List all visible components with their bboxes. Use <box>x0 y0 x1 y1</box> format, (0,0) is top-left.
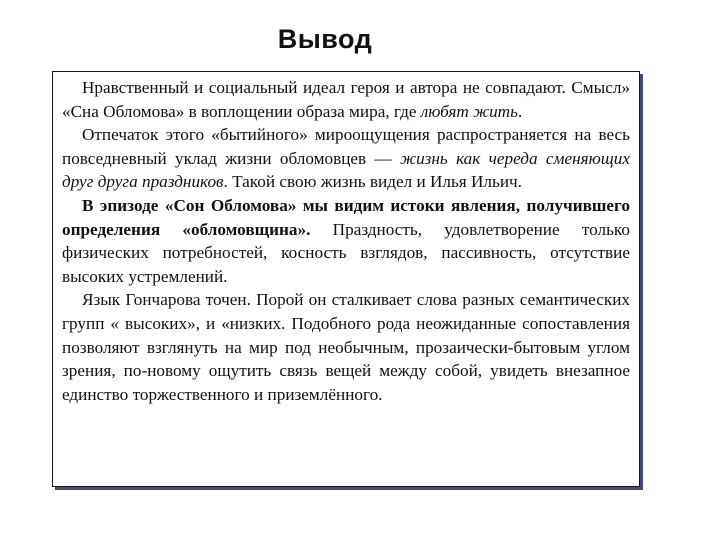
paragraph-oblomovshchina <box>62 194 630 288</box>
text-run: . Такой свою жизнь видел и Илья Ильич. <box>223 172 522 192</box>
text-run: Нравственный и социальный идеал героя и автора не совпадают. Смысл» «Сна Обломова» в воплощении образа мира, где <box>62 78 630 121</box>
text-run: . <box>517 101 523 121</box>
text-run: Язык Гончарова точен. Порой он сталкивает слова разных семантических групп « высоких», и «низких. Подобного рода неожиданные сопоставления позволяют взглянуть на мир под необычным, прозаически-бытовым углом зрения, по-новому ощутить связь вещей между собой, увидеть внезапное единство торжественного и приземлённого. <box>62 290 630 404</box>
text-run: Праздность, удовлетворение только физических потребностей, косность взглядов, пассивность, отсутствие высоких устремлений. <box>62 219 630 286</box>
paragraph-language <box>62 288 630 406</box>
text-run-italic: любят жить <box>420 101 518 121</box>
text-run-bold: В эпизоде «Сон Обломова» мы видим истоки явления, получившего определения «обломовщина». <box>62 195 630 239</box>
text-run-italic: жизнь как череда сменяющих друг друга праздников <box>62 148 630 192</box>
text-run: Отпечаток этого «бытийного» мироощущения распространяется на весь повседневный уклад жизни обломовцев — <box>62 125 630 168</box>
conclusion-text-box <box>52 71 640 487</box>
paragraph-worldview <box>62 123 630 194</box>
slide-title: Вывод <box>277 24 373 54</box>
paragraph-ideal <box>62 76 630 123</box>
